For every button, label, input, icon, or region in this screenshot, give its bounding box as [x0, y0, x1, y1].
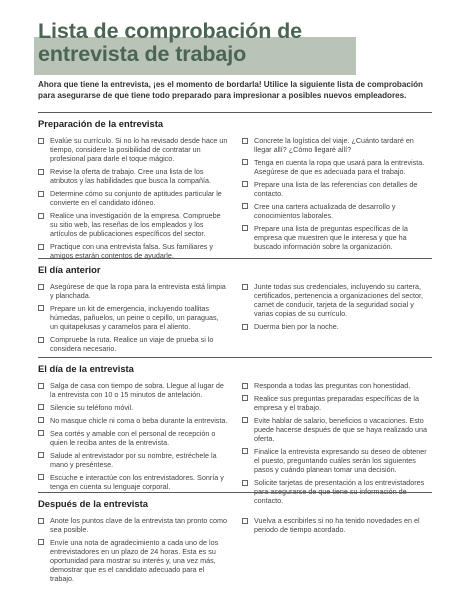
checklist-item-text: Solicite tarjetas de presentación a los entrevistadores para asegurarse de que tiene su información de contacto. — [254, 478, 425, 506]
checkbox[interactable] — [242, 448, 248, 454]
checkbox[interactable] — [38, 417, 44, 423]
section-interview-day — [38, 357, 432, 509]
checklist-item[interactable] — [38, 538, 228, 583]
section-title: Después de la entrevista — [38, 498, 148, 509]
checklist-item-text: Sea cortés y amable con el personal de recepción o quien le reciba antes de la entrevista. — [50, 428, 216, 447]
section-divider — [38, 258, 432, 259]
section-divider — [38, 112, 432, 113]
checkbox[interactable] — [38, 213, 44, 219]
checklist-item[interactable] — [38, 136, 228, 163]
checklist-item-text: Prepare una lista de preguntas específicas de la empresa que muestren que le interesa y que ha buscado información sobre la organización. — [254, 223, 408, 252]
checklist-item-text: Silencie su teléfono móvil. — [50, 402, 134, 412]
checkbox[interactable] — [38, 539, 44, 545]
checklist-item-text: Tenga en cuenta la ropa que usará para la entrevista. Asegúrese de que es adecuada para el trabajo. — [254, 157, 425, 177]
checklist-item[interactable] — [242, 136, 432, 154]
checklist-item-text: Envíe una nota de agradecimiento a cada uno de los entrevistadores en un plazo de 24 horas. Esta es su oportunidad para mostrar su interés y, una vez más, demostrar que es el candidato adecuado para el trabajo. — [50, 537, 219, 584]
section-columns — [38, 282, 432, 357]
page-title-line-1: Lista de comprobación de — [38, 19, 303, 43]
checkbox[interactable] — [38, 284, 44, 290]
checklist-column-left — [38, 282, 228, 357]
checklist-item[interactable] — [242, 282, 432, 318]
checklist-item-text: No masque chicle ni coma o beba durante la entrevista. — [50, 415, 228, 425]
checkbox[interactable] — [38, 191, 44, 197]
section-after — [38, 492, 432, 587]
checklist-item-text: Realice una investigación de la empresa. Compruebe su sitio web, las reseñas de los empleados y los artículos de publicaciones específicos del sector. — [50, 211, 221, 239]
checkbox[interactable] — [38, 169, 44, 175]
section-title: Preparación de la entrevista — [38, 118, 164, 129]
checklist-item[interactable] — [38, 282, 228, 300]
checklist-item-text: Prepare una lista de las referencias con detalles de contacto. — [254, 179, 418, 199]
checklist-item[interactable] — [242, 381, 432, 390]
checkbox[interactable] — [38, 452, 44, 458]
checkbox[interactable] — [242, 159, 248, 165]
checkbox[interactable] — [38, 305, 44, 311]
checkbox[interactable] — [242, 225, 248, 231]
checklist-column-right — [242, 136, 432, 264]
checklist-item-text: Cree una cartera actualizada de desarrollo y conocimientos laborales. — [254, 201, 396, 221]
checklist-item[interactable] — [242, 322, 432, 331]
checklist-item-text: Compruebe la ruta. Realice un viaje de prueba si lo considera necesario. — [50, 335, 214, 354]
checkbox[interactable] — [38, 404, 44, 410]
checklist-item[interactable] — [242, 516, 432, 534]
section-columns — [38, 516, 432, 587]
section-columns — [38, 136, 432, 264]
checklist-item-text: Realice sus preguntas preparadas específicas de la empresa y el trabajo. — [254, 393, 420, 412]
section-preparation — [38, 112, 432, 264]
checklist-item-text: Evalúe su currículo. Si no lo ha revisado desde hace un tiempo, considere la posibilidad de contratar un profesional para darle el toque mágico. — [50, 136, 228, 164]
checkbox[interactable] — [242, 480, 248, 486]
checklist-item[interactable] — [38, 335, 228, 353]
checklist-item-text: Determine cómo su conjunto de aptitudes particular le convierte en el candidato idóneo. — [50, 189, 222, 208]
checklist-item[interactable] — [38, 211, 228, 238]
checkbox[interactable] — [38, 518, 44, 524]
checkbox[interactable] — [38, 430, 44, 436]
checklist-item[interactable] — [38, 189, 228, 207]
checklist-column-right — [242, 282, 432, 357]
checkbox[interactable] — [242, 181, 248, 187]
page-title — [22, 20, 442, 66]
checklist-item[interactable] — [38, 403, 228, 412]
checklist-column-left — [38, 381, 228, 509]
checklist-item-text: Revise la oferta de trabajo. Cree una lista de los atributos y las habilidades que busca la compañía. — [50, 167, 212, 186]
checklist-item-text: Salga de casa con tiempo de sobra. Llegue al lugar de la entrevista con 10 o 15 minutos de antelación. — [50, 381, 224, 400]
checklist-item[interactable] — [38, 304, 228, 331]
checklist-item[interactable] — [38, 473, 228, 491]
checkbox[interactable] — [242, 284, 248, 290]
checklist-item[interactable] — [242, 158, 432, 176]
section-columns — [38, 381, 432, 509]
checkbox[interactable] — [242, 203, 248, 209]
checklist-item-text: Escuche e interactúe con los entrevistadores. Sonría y tenga en cuenta su lenguaje corporal. — [50, 472, 224, 491]
checkbox[interactable] — [38, 383, 44, 389]
checklist-item-text: Duerma bien por la noche. — [254, 322, 339, 332]
checklist-column-right — [242, 381, 432, 509]
checklist-item-text: Salude al entrevistador por su nombre, estréchele la mano y preséntese. — [50, 450, 217, 469]
checklist-item-text: Vuelva a escribirles si no ha tenido novedades en el periodo de tiempo acordado. — [254, 516, 420, 535]
checkbox[interactable] — [38, 337, 44, 343]
checklist-item[interactable] — [242, 202, 432, 220]
checklist-item-text: Anote los puntos clave de la entrevista tan pronto como sea posible. — [50, 516, 227, 535]
checklist-item[interactable] — [38, 429, 228, 447]
checkbox[interactable] — [242, 417, 248, 423]
checklist-item[interactable] — [242, 224, 432, 251]
checklist-item[interactable] — [242, 180, 432, 198]
checklist-item[interactable] — [242, 394, 432, 412]
checklist-item[interactable] — [38, 451, 228, 469]
checkbox[interactable] — [38, 244, 44, 250]
section-divider — [38, 357, 432, 358]
checkbox[interactable] — [38, 474, 44, 480]
checklist-item-text: Concrete la logística del viaje. ¿Cuánto tardaré en llegar allí? ¿Cómo llegaré allí? — [254, 136, 414, 155]
section-title: El día anterior — [38, 264, 101, 275]
section-title: El día de la entrevista — [38, 363, 134, 374]
checklist-item-text: Responda a todas las preguntas con honestidad. — [254, 381, 411, 390]
checkbox[interactable] — [242, 383, 248, 389]
checklist-item-text: Asegúrese de que la ropa para la entrevista está limpia y planchada. — [50, 282, 226, 301]
checkbox[interactable] — [242, 518, 248, 524]
section-divider — [38, 492, 432, 493]
checklist-item-text: Evite hablar de salario, beneficios o vacaciones. Esto puede hacerse después de que se haya realizado una oferta. — [254, 415, 428, 444]
checklist-item-text: Prepare un kit de emergencia, incluyendo toallitas húmedas, pañuelos, un peine o cepillo, un paraguas, un quitapelusas y caramelos para el aliento. — [50, 303, 219, 332]
checkbox[interactable] — [38, 138, 44, 144]
checkbox[interactable] — [242, 395, 248, 401]
checklist-item-text: Junte todas sus credenciales, incluyendo su cartera, certificados, pertenencia a organizaciones del sector, carnet de conducir, tarjeta de la seguridad social y varias copias de su currículo. — [254, 282, 424, 319]
checklist-item[interactable] — [38, 381, 228, 399]
checklist-item[interactable] — [242, 447, 432, 474]
checkbox[interactable] — [242, 324, 248, 330]
checklist-item-text: Practique con una entrevista falsa. Sus familiares y amigos estarán contentos de ayudarle. — [50, 242, 213, 261]
intro-paragraph: Ahora que tiene la entrevista, ¡es el momento de bordarla! Utilice la siguiente lista de comprobación para asegurarse de que tiene todo preparado para impresionar a posibles nuevos empleadores. — [38, 80, 423, 100]
checklist-item-text: Finalice la entrevista expresando su deseo de obtener el puesto, preguntando cuáles serán los siguientes pasos y cuándo planean tomar una decisión. — [254, 446, 427, 475]
checklist-item[interactable] — [38, 516, 228, 534]
section-day-before — [38, 258, 432, 357]
checklist-item[interactable] — [38, 167, 228, 185]
checklist-item[interactable] — [242, 416, 432, 443]
title-block — [22, 20, 442, 72]
checklist-column-right — [242, 516, 432, 587]
checklist-column-left — [38, 516, 228, 587]
checkbox[interactable] — [242, 138, 248, 144]
checklist-column-left — [38, 136, 228, 264]
page-title-line-2: entrevista de trabajo — [38, 42, 247, 66]
checklist-item[interactable] — [38, 416, 228, 425]
